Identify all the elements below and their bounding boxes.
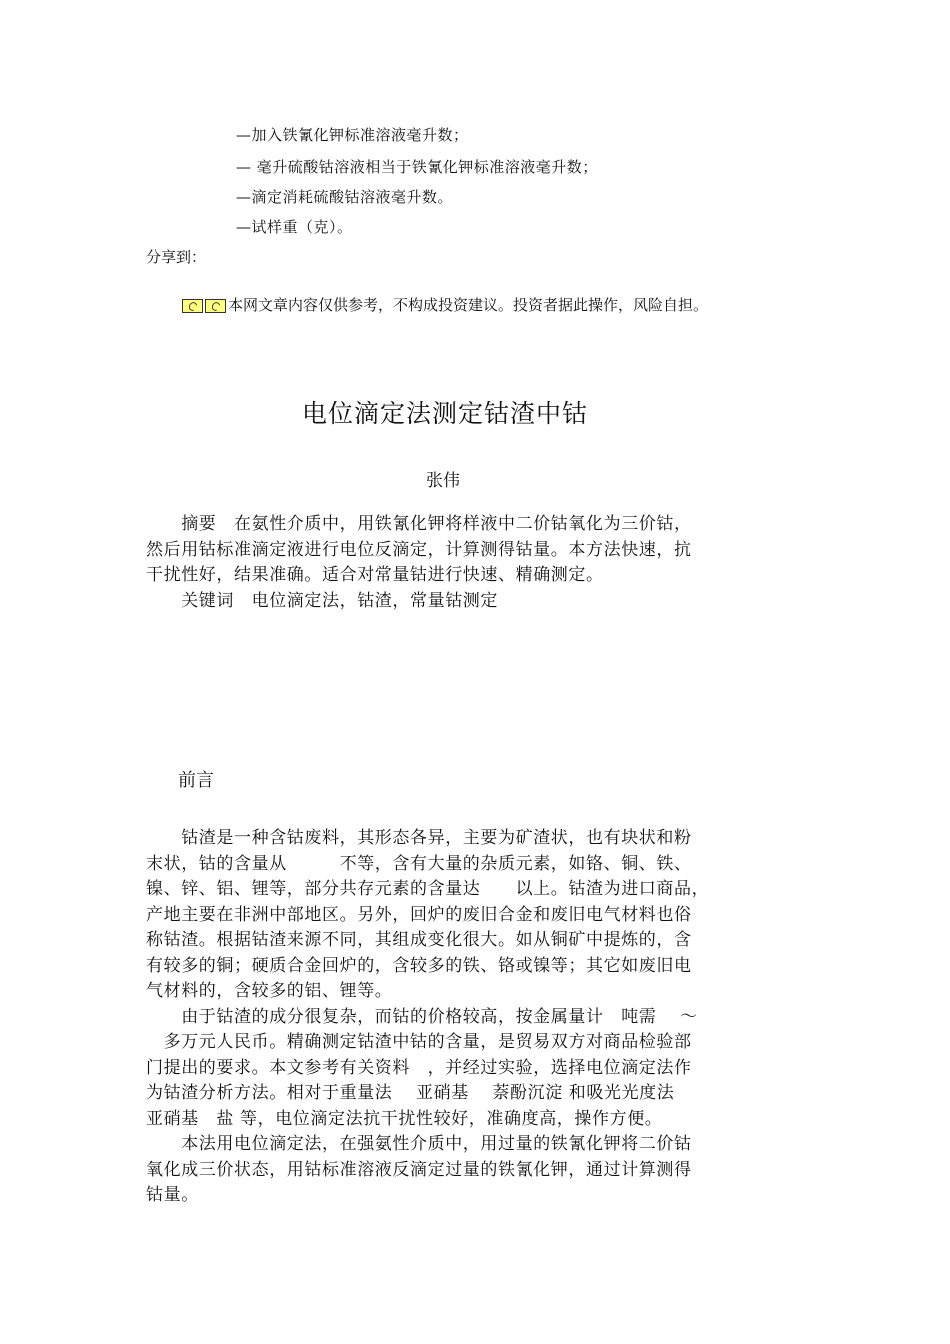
definition-line-4: —试样重（克）。: [236, 218, 353, 236]
abstract-line: 干扰性好，结果准确。适合对常量钴进行快速、精确测定。: [146, 565, 604, 585]
abstract-line: 摘要 在氨性介质中，用铁氰化钾将样液中二价钴氧化为三价钴，: [146, 514, 692, 534]
disclaimer-row: [182, 294, 708, 315]
definition-line-3: —滴定消耗硫酸钴溶液毫升数。: [236, 188, 454, 206]
intro-heading: 前言: [178, 770, 214, 791]
definition-line-1: —加入铁氰化钾标准溶液毫升数；: [236, 126, 469, 144]
body-line: 氧化成三价状态，用钴标准溶液反滴定过量的铁氰化钾，通过计算测得: [146, 1159, 692, 1180]
body-line: 由于钴渣的成分很复杂，而钴的价格较高，按金属量计 吨需 ～: [146, 1006, 698, 1027]
article-author: 张伟: [426, 471, 460, 491]
abstract-line: 然后用钴标准滴定液进行电位反滴定，计算测得钴量。本方法快速，抗: [146, 539, 692, 560]
definition-line-2: — 毫升硫酸钴溶液相当于铁氰化钾标准溶液毫升数；: [236, 158, 598, 176]
body-line: 亚硝基 盐 等，电位滴定法抗干扰性较好，准确度高，操作方便。: [146, 1108, 663, 1129]
share-icon[interactable]: [182, 299, 203, 313]
body-line: 为钴渣分析方法。相对于重量法 亚硝基 萘酚沉淀 和吸光光度法: [146, 1083, 675, 1103]
share-label: 分享到：: [146, 248, 207, 266]
body-line: 多万元人民币。精确测定钴渣中钴的含量，是贸易双方对商品检验部: [146, 1032, 692, 1052]
body-line: 钴渣是一种含钴废料，其形态各异，主要为矿渣状，也有块状和粉: [146, 828, 692, 848]
abstract-block: [146, 512, 692, 614]
body-line: 产地主要在非洲中部地区。另外，回炉的废旧合金和废旧电气材料也俗: [146, 904, 692, 925]
intro-body: [146, 826, 709, 1209]
body-line: 末状，钴的含量从 不等，含有大量的杂质元素，如铬、铜、铁、: [146, 853, 692, 874]
disclaimer-text: 本网文章内容仅供参考，不构成投资建议。投资者据此操作，风险自担。: [228, 296, 709, 314]
share-icon[interactable]: [205, 299, 226, 313]
keywords-line: 关键词 电位滴定法，钴渣，常量钴测定: [146, 590, 498, 611]
body-line: 气材料的，含较多的铝、锂等。: [146, 981, 393, 1001]
body-line: 镍、锌、铝、锂等，部分共存元素的含量达 以上。钴渣为进口商品，: [146, 879, 710, 899]
body-line: 本法用电位滴定法，在强氨性介质中，用过量的铁氰化钾将二价钴: [146, 1134, 692, 1154]
body-line: 钴量。: [146, 1185, 199, 1205]
body-line: 有较多的铜；硬质合金回炉的，含较多的铁、铬或镍等；其它如废旧电: [146, 955, 692, 976]
body-line: 称钴渣。根据钴渣来源不同，其组成变化很大。如从铜矿中提炼的，含: [146, 930, 692, 950]
article-title: 电位滴定法测定钴渣中钴: [301, 399, 588, 428]
body-line: 门提出的要求。本文参考有关资料 ，并经过实验，选择电位滴定法作: [146, 1057, 692, 1078]
